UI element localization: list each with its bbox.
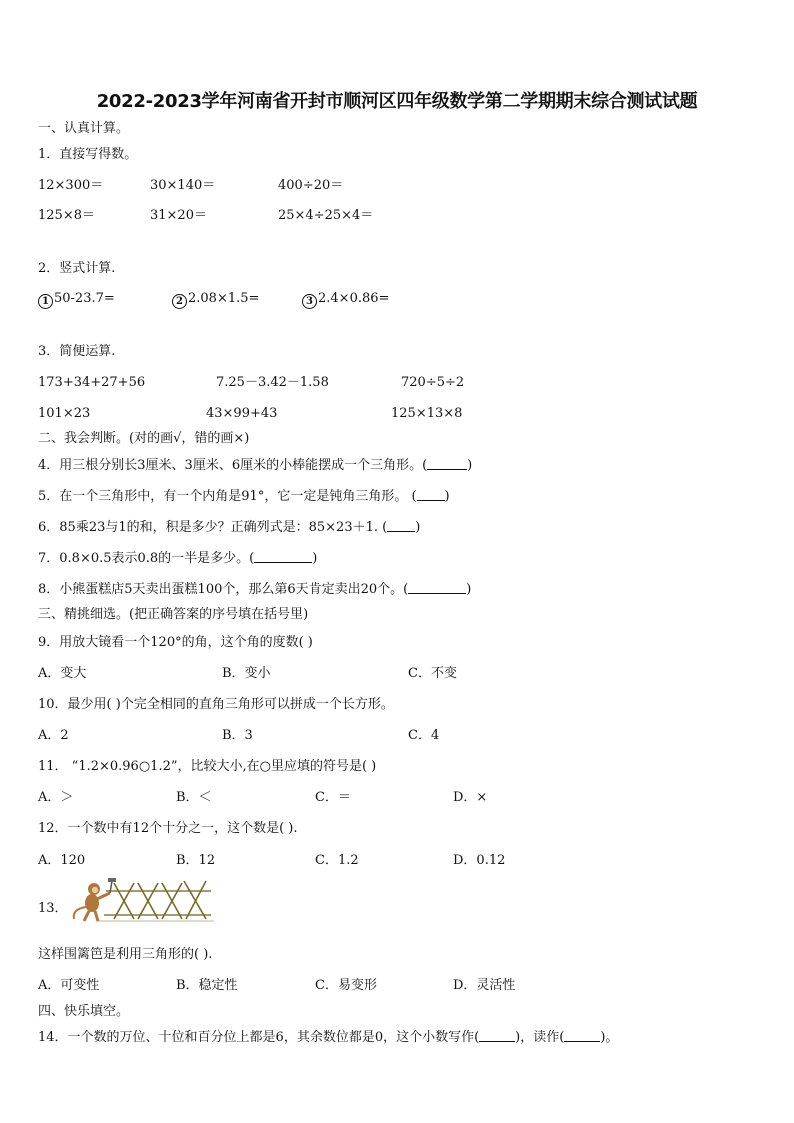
paren: ) [466, 582, 472, 597]
circled-number-icon: 2 [172, 294, 187, 309]
answer-blank[interactable] [254, 550, 312, 563]
option-b[interactable]: B．3 [222, 728, 253, 743]
paren: ) [312, 551, 318, 566]
option-c[interactable]: C．＝ [315, 790, 351, 805]
circled-number-icon: 1 [38, 294, 53, 309]
paren: ) [467, 458, 473, 473]
option-d[interactable]: D．× [453, 790, 488, 805]
question-8 [38, 581, 471, 599]
question-text: 4．用三根分别长3厘米、3厘米、6厘米的小棒能摆成一个三角形。( [38, 458, 428, 473]
option-a[interactable]: A．变大 [38, 666, 87, 681]
q1-item: 12×300＝ [38, 178, 104, 193]
question-text: 14．一个数的万位、十位和百分位上都是6，其余数位都是0，这个小数写作( [38, 1030, 480, 1045]
section-3-heading: 三、精挑细选。(把正确答案的序号填在括号里) [38, 607, 309, 622]
question-9-stem: 9．用放大镜看一个120°的角，这个角的度数( ) [38, 635, 313, 650]
question-1-label: 1．直接写得数。 [38, 147, 138, 162]
question-text: 8．小熊蛋糕店5天卖出蛋糕100个，那么第6天肯定卖出20个。( [38, 582, 409, 597]
q1-item: 31×20＝ [150, 208, 207, 223]
option-b[interactable]: B．稳定性 [176, 978, 238, 993]
q1-item: 400÷20＝ [278, 178, 344, 193]
option-c[interactable]: C．1.2 [315, 853, 359, 868]
q1-item: 25×4÷25×4＝ [278, 208, 374, 223]
question-text: )，读作( [515, 1030, 565, 1045]
paren: ) [444, 489, 450, 504]
question-10-stem: 10．最少用( )个完全相同的直角三角形可以拼成一个长方形。 [38, 697, 394, 712]
question-text: 6．85乘23与1的和，积是多少？正确列式是：85×23＋1. ( [38, 520, 388, 535]
exam-title: 2022-2023学年河南省开封市顺河区四年级数学第二学期期末综合测试试题 [96, 91, 698, 112]
q2-item [38, 290, 115, 309]
answer-blank[interactable] [427, 457, 467, 470]
option-a[interactable]: A．2 [38, 728, 69, 743]
question-5 [38, 488, 450, 506]
option-b[interactable]: B．12 [176, 853, 216, 868]
question-13-stem: 这样围篱笆是利用三角形的( ). [38, 947, 213, 962]
q3-item: 720÷5÷2 [401, 375, 465, 390]
question-text: 5．在一个三角形中，有一个内角是91°，它一定是钝角三角形。 ( [38, 489, 417, 504]
answer-blank[interactable] [387, 519, 415, 532]
answer-blank[interactable] [479, 1029, 515, 1042]
option-c[interactable]: C．4 [408, 728, 440, 743]
option-d[interactable]: D．0.12 [453, 853, 506, 868]
question-text: 7．0.8×0.5表示0.8的一半是多少。( [38, 551, 255, 566]
option-c[interactable]: C．易变形 [315, 978, 377, 993]
q1-item: 125×8＝ [38, 208, 95, 223]
question-14 [38, 1029, 618, 1047]
q3-item: 125×13×8 [391, 406, 463, 421]
question-3-label: 3．简便运算. [38, 344, 116, 359]
q2-expression: 2.08×1.5= [188, 291, 260, 306]
q2-expression: 2.4×0.86= [318, 291, 390, 306]
question-6 [38, 519, 420, 537]
q2-item [302, 290, 389, 309]
monkey-fence-image [66, 875, 216, 925]
question-11-stem: 11． “1.2×0.96○1.2”，比较大小,在○里应填的符号是( ) [38, 759, 377, 774]
option-b[interactable]: B．变小 [222, 666, 271, 681]
section-2-heading: 二、我会判断。(对的画√，错的画×) [38, 431, 250, 446]
q3-item: 7.25－3.42－1.58 [216, 375, 329, 390]
paren: ) [415, 520, 421, 535]
answer-blank[interactable] [564, 1029, 600, 1042]
answer-blank[interactable] [417, 488, 445, 501]
q2-item [172, 290, 259, 309]
q1-item: 30×140＝ [150, 178, 216, 193]
option-a[interactable]: A．＞ [38, 790, 74, 805]
question-text: )。 [600, 1030, 619, 1045]
question-4 [38, 457, 472, 475]
option-a[interactable]: A．可变性 [38, 978, 100, 993]
question-13-number: 13． [38, 901, 68, 916]
section-1-heading: 一、认真计算。 [38, 121, 130, 136]
q2-expression: 50-23.7= [54, 291, 115, 306]
q3-item: 43×99+43 [206, 406, 278, 421]
option-c[interactable]: C．不变 [408, 666, 457, 681]
q3-item: 101×23 [38, 406, 91, 421]
circled-number-icon: 3 [302, 294, 317, 309]
question-7 [38, 550, 317, 568]
q3-item: 173+34+27+56 [38, 375, 146, 390]
option-a[interactable]: A．120 [38, 853, 86, 868]
section-4-heading: 四、快乐填空。 [38, 1004, 130, 1019]
answer-blank[interactable] [408, 581, 466, 594]
question-2-label: 2．竖式计算. [38, 261, 116, 276]
option-b[interactable]: B．＜ [176, 790, 212, 805]
option-d[interactable]: D．灵活性 [453, 978, 516, 993]
question-12-stem: 12．一个数中有12个十分之一，这个数是( ). [38, 821, 298, 836]
